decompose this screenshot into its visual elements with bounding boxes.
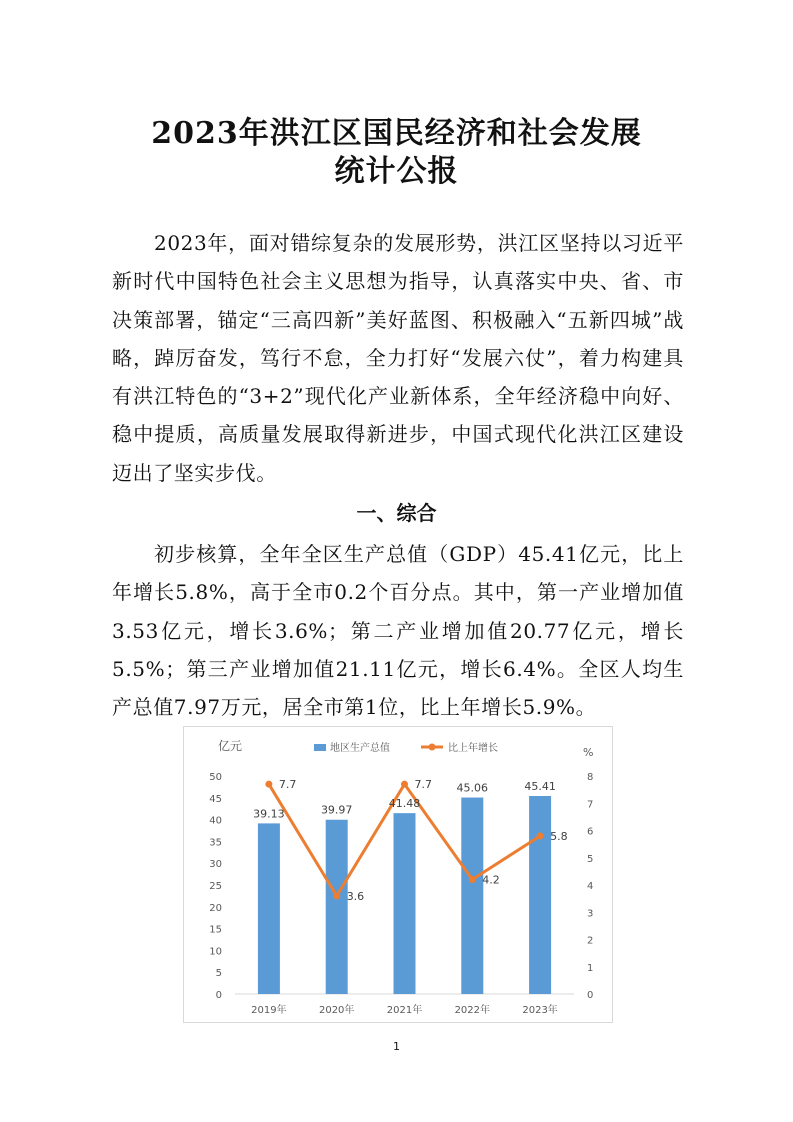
left-axis-tick-label: 40: [209, 815, 222, 827]
bar-value-label: 45.06: [456, 781, 489, 795]
doc-title-line1: 2023年洪江区国民经济和社会发展: [151, 116, 642, 151]
right-axis-tick-label: 7: [587, 799, 594, 811]
right-axis-tick-label: 2: [587, 935, 594, 947]
growth-value-label: 4.2: [482, 873, 500, 887]
growth-point: [265, 781, 272, 788]
bar-gdp: [326, 820, 348, 994]
growth-value-label: 3.6: [346, 889, 365, 903]
growth-point: [401, 781, 408, 788]
growth-value-label: 7.7: [414, 778, 432, 792]
right-axis-tick-label: 3: [587, 908, 594, 920]
left-axis-tick-label: 10: [209, 946, 222, 958]
growth-value-label: 5.8: [550, 829, 568, 843]
legend-label-growth: 比上年增长: [448, 743, 498, 754]
page-number: 1: [393, 1040, 400, 1053]
section-heading-overview: 一、综合: [356, 501, 437, 525]
x-axis-tick-label: 2023年: [522, 1005, 558, 1016]
right-axis-label: %: [583, 746, 594, 759]
gdp-chart-svg: [184, 727, 612, 1022]
right-axis-tick-label: 4: [587, 881, 594, 892]
bar-value-label: 41.48: [388, 797, 421, 811]
bar-value-label: 39.13: [253, 807, 285, 821]
growth-point: [469, 876, 476, 883]
legend-marker-growth: [429, 744, 436, 751]
x-axis-tick-label: 2021年: [386, 1005, 423, 1016]
bar-gdp: [394, 813, 416, 994]
right-axis-tick-label: 6: [587, 826, 594, 838]
left-axis-tick-label: 50: [209, 772, 222, 783]
bar-value-label: 45.41: [524, 780, 556, 794]
x-axis-tick-label: 2020年: [318, 1005, 355, 1016]
right-axis-tick-label: 5: [587, 853, 594, 865]
left-axis-tick-label: 45: [209, 793, 222, 805]
left-axis-tick-label: 30: [209, 859, 222, 871]
x-axis-tick-label: 2022年: [454, 1005, 491, 1016]
left-axis-tick-label: 20: [209, 902, 222, 914]
bar-value-label: 39.97: [320, 803, 353, 817]
growth-point: [333, 892, 340, 899]
x-axis-tick-label: 2019年: [251, 1005, 287, 1016]
bar-gdp: [529, 796, 551, 994]
left-axis-label: 亿元: [218, 739, 243, 753]
growth-value-label: 7.7: [278, 778, 297, 792]
bar-gdp: [258, 823, 280, 994]
legend-swatch-gdp: [314, 744, 326, 751]
overview-paragraph: 初步核算，全年全区生产总值（GDP）45.41亿元，比上年增长5.8%，高于全市0.2个百分点。其中，第一产业增加值3.53亿元，增长3.6%；第二产业增加值20.77亿元，增长5.5%；第三产业增加值21.11亿元，增长6.4%。全区人均生产总值7.97万元，居全市第1位，比上年增长5.9%。: [112, 542, 684, 720]
intro-paragraph: 2023年，面对错综复杂的发展形势，洪江区坚持以习近平新时代中国特色社会主义思想为指导，认真落实中央、省、市决策部署，锚定“三高四新”美好蓝图、积极融入“五新四城”战略，踔厉奋发，笃行不怠，全力打好“发展六仗”，着力构建具有洪江特色的“3+2”现代化产业新体系，全年经济稳中向好、稳中提质，高质量发展取得新进步，中国式现代化洪江区建设迈出了坚实步伐。: [112, 231, 684, 485]
right-axis-tick-label: 0: [587, 990, 594, 1001]
doc-title-line2: 统计公报: [334, 154, 459, 189]
left-axis-tick-label: 15: [209, 924, 222, 936]
right-axis-tick-label: 8: [587, 772, 594, 783]
bar-gdp: [461, 798, 483, 994]
left-axis-tick-label: 35: [209, 837, 222, 849]
left-axis-tick-label: 25: [209, 881, 222, 892]
growth-point: [537, 832, 544, 839]
legend-label-gdp: 地区生产总值: [330, 743, 390, 754]
gdp-chart: [183, 726, 613, 1023]
left-axis-tick-label: 0: [215, 990, 222, 1001]
left-axis-tick-label: 5: [215, 968, 222, 980]
right-axis-tick-label: 1: [587, 962, 594, 974]
